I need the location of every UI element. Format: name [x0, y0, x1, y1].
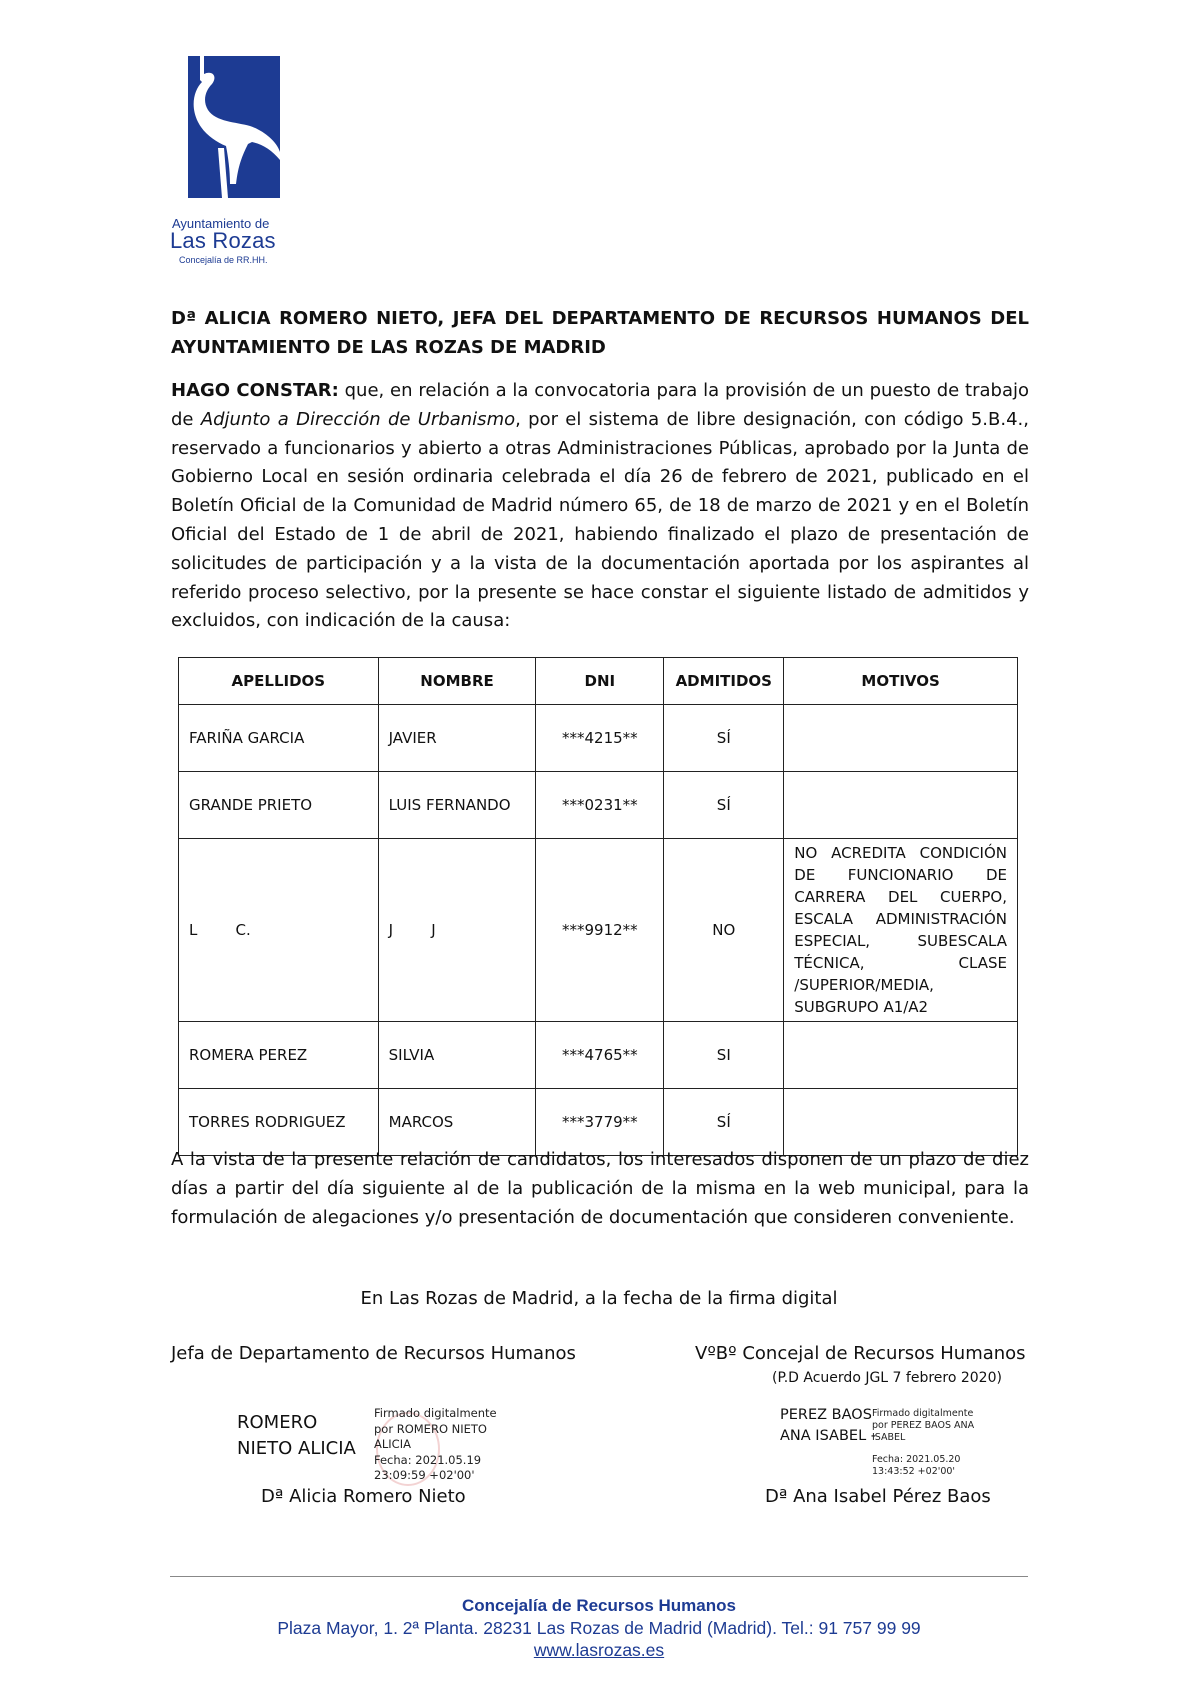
cell-admitido: SÍ	[664, 772, 784, 839]
cell-nombre: J J	[378, 839, 536, 1022]
left-signer-title: Jefa de Departamento de Recursos Humanos	[171, 1343, 576, 1364]
footer-website-link[interactable]: www.lasrozas.es	[533, 1640, 665, 1660]
cell-dni: ***4765**	[536, 1022, 664, 1089]
heron-logo-icon	[178, 44, 282, 204]
right-stamp-line: ISABEL	[872, 1432, 906, 1443]
header-motivos: MOTIVOS	[784, 658, 1018, 705]
header-apellidos: APELLIDOS	[179, 658, 379, 705]
cell-admitido: SÍ	[664, 1089, 784, 1156]
body-text-a: que, en relación a la convocatoria para la provisión de un puesto de trabajo de	[171, 380, 1029, 430]
right-stamp-name-line: ANA ISABEL -	[780, 1428, 876, 1444]
left-stamp-line: 23:09:59 +02'00'	[374, 1468, 475, 1482]
left-stamp-line: Fecha: 2021.05.19	[374, 1452, 482, 1467]
hago-constar-label: HAGO CONSTAR:	[171, 380, 339, 401]
table-row	[179, 772, 1018, 839]
candidates-table	[178, 657, 1018, 1156]
logo-text-concejalia: Concejalía de RR.HH.	[179, 255, 268, 265]
right-stamp-name	[780, 1405, 880, 1447]
puesto-name: Adjunto a Dirección de Urbanismo	[200, 408, 516, 430]
cell-admitido: SI	[664, 1022, 784, 1089]
left-stamp-details	[374, 1406, 514, 1484]
right-stamp-details	[872, 1408, 982, 1444]
closing-paragraph: A la vista de la presente relación de candidatos, los interesados disponen de un plazo de diez días a partir del día siguiente al de la publicación de la misma en la web municipal, para la formulación de alegaciones y/o presentación de documentación que consideren conveniente.	[171, 1149, 1029, 1228]
cell-apellidos: ROMERA PEREZ	[179, 1022, 379, 1089]
cell-nombre: SILVIA	[378, 1022, 536, 1089]
cell-dni: ***4215**	[536, 705, 664, 772]
cell-apellidos: GRANDE PRIETO	[179, 772, 379, 839]
cell-nombre: MARCOS	[378, 1089, 536, 1156]
header-nombre: NOMBRE	[378, 658, 536, 705]
document-heading: Dª ALICIA ROMERO NIETO, JEFA DEL DEPARTAMENTO DE RECURSOS HUMANOS DEL AYUNTAMIENTO DE LAS ROZAS DE MADRID	[171, 308, 1029, 358]
right-signer-subtitle: (P.D Acuerdo JGL 7 febrero 2020)	[772, 1370, 1002, 1386]
body-paragraph	[171, 377, 1029, 636]
table-row	[179, 705, 1018, 772]
left-stamp-name: ROMERO NIETO ALICIA	[237, 1412, 356, 1459]
cell-nombre: JAVIER	[378, 705, 536, 772]
right-stamp-date	[872, 1454, 982, 1478]
cell-dni: ***3779**	[536, 1089, 664, 1156]
right-signer-name: Dª Ana Isabel Pérez Baos	[765, 1486, 991, 1507]
logo-text-las-rozas: Las Rozas	[170, 228, 276, 253]
cell-apellidos: TORRES RODRIGUEZ	[179, 1089, 379, 1156]
cell-dni: ***9912**	[536, 839, 664, 1022]
left-signer-name: Dª Alicia Romero Nieto	[261, 1486, 466, 1507]
left-stamp-line: Firmado digitalmente	[374, 1406, 497, 1420]
right-signer-title: VºBº Concejal de Recursos Humanos	[695, 1343, 1026, 1364]
cell-motivo	[784, 705, 1018, 772]
table-row	[179, 1022, 1018, 1089]
cell-motivo: NO ACREDITA CONDICIÓN DE FUNCIONARIO DE CARRERA DEL CUERPO, ESCALA ADMINISTRACIÓN ESPECIAL, SUBESCALA TÉCNICA, CLASE /SUPERIOR/MEDIA, SUBGRUPO A1/A2	[784, 839, 1018, 1022]
cell-dni: ***0231**	[536, 772, 664, 839]
logo-text-ayuntamiento: Ayuntamiento de	[172, 216, 270, 231]
cell-motivo	[784, 772, 1018, 839]
right-stamp-name-line: PEREZ BAOS	[780, 1407, 872, 1423]
cell-apellidos: L C.	[179, 839, 379, 1022]
header-dni: DNI	[536, 658, 664, 705]
left-stamp-line: por ROMERO NIETO	[374, 1421, 487, 1436]
body-text-b: , por el sistema de libre designación, con código 5.B.4., reservado a funcionarios y abierto a otras Administraciones Públicas, aprobado por la Junta de Gobierno Local en sesión ordinaria celebrada el día 26 de febrero de 2021, publicado en el Boletín Oficial de la Comunidad de Madrid número 65, de 18 de marzo de 2021 y en el Boletín Oficial del Estado de 1 de abril de 2021, habiendo finalizado el plazo de presentación de solicitudes de participación y a la vista de la documentación aportada por los aspirantes al referido proceso selectivo, por la presente se hace constar el siguiente listado de admitidos y excluidos, con indicación de la causa:	[171, 408, 1029, 632]
table-row	[179, 839, 1018, 1022]
cell-apellidos: FARIÑA GARCIA	[179, 705, 379, 772]
right-stamp-line: Firmado digitalmente	[872, 1408, 974, 1419]
right-stamp-line: Fecha: 2021.05.20	[872, 1454, 961, 1465]
cell-nombre: LUIS FERNANDO	[378, 772, 536, 839]
cell-admitido: NO	[664, 839, 784, 1022]
footer-address: Plaza Mayor, 1. 2ª Planta. 28231 Las Rozas de Madrid (Madrid). Tel.: 91 757 99 99	[277, 1618, 921, 1638]
cell-admitido: SÍ	[664, 705, 784, 772]
cell-motivo	[784, 1022, 1018, 1089]
right-stamp-line: 13:43:52 +02'00'	[872, 1466, 956, 1477]
organization-logo	[170, 40, 300, 265]
right-stamp-line: por PEREZ BAOS ANA	[872, 1420, 975, 1431]
footer-divider	[170, 1576, 1028, 1577]
table-header-row	[179, 658, 1018, 705]
place-date-line: En Las Rozas de Madrid, a la fecha de la firma digital	[360, 1288, 838, 1309]
header-admitidos: ADMITIDOS	[664, 658, 784, 705]
footer-department: Concejalía de Recursos Humanos	[462, 1596, 736, 1615]
left-stamp-line: ALICIA	[374, 1437, 411, 1451]
